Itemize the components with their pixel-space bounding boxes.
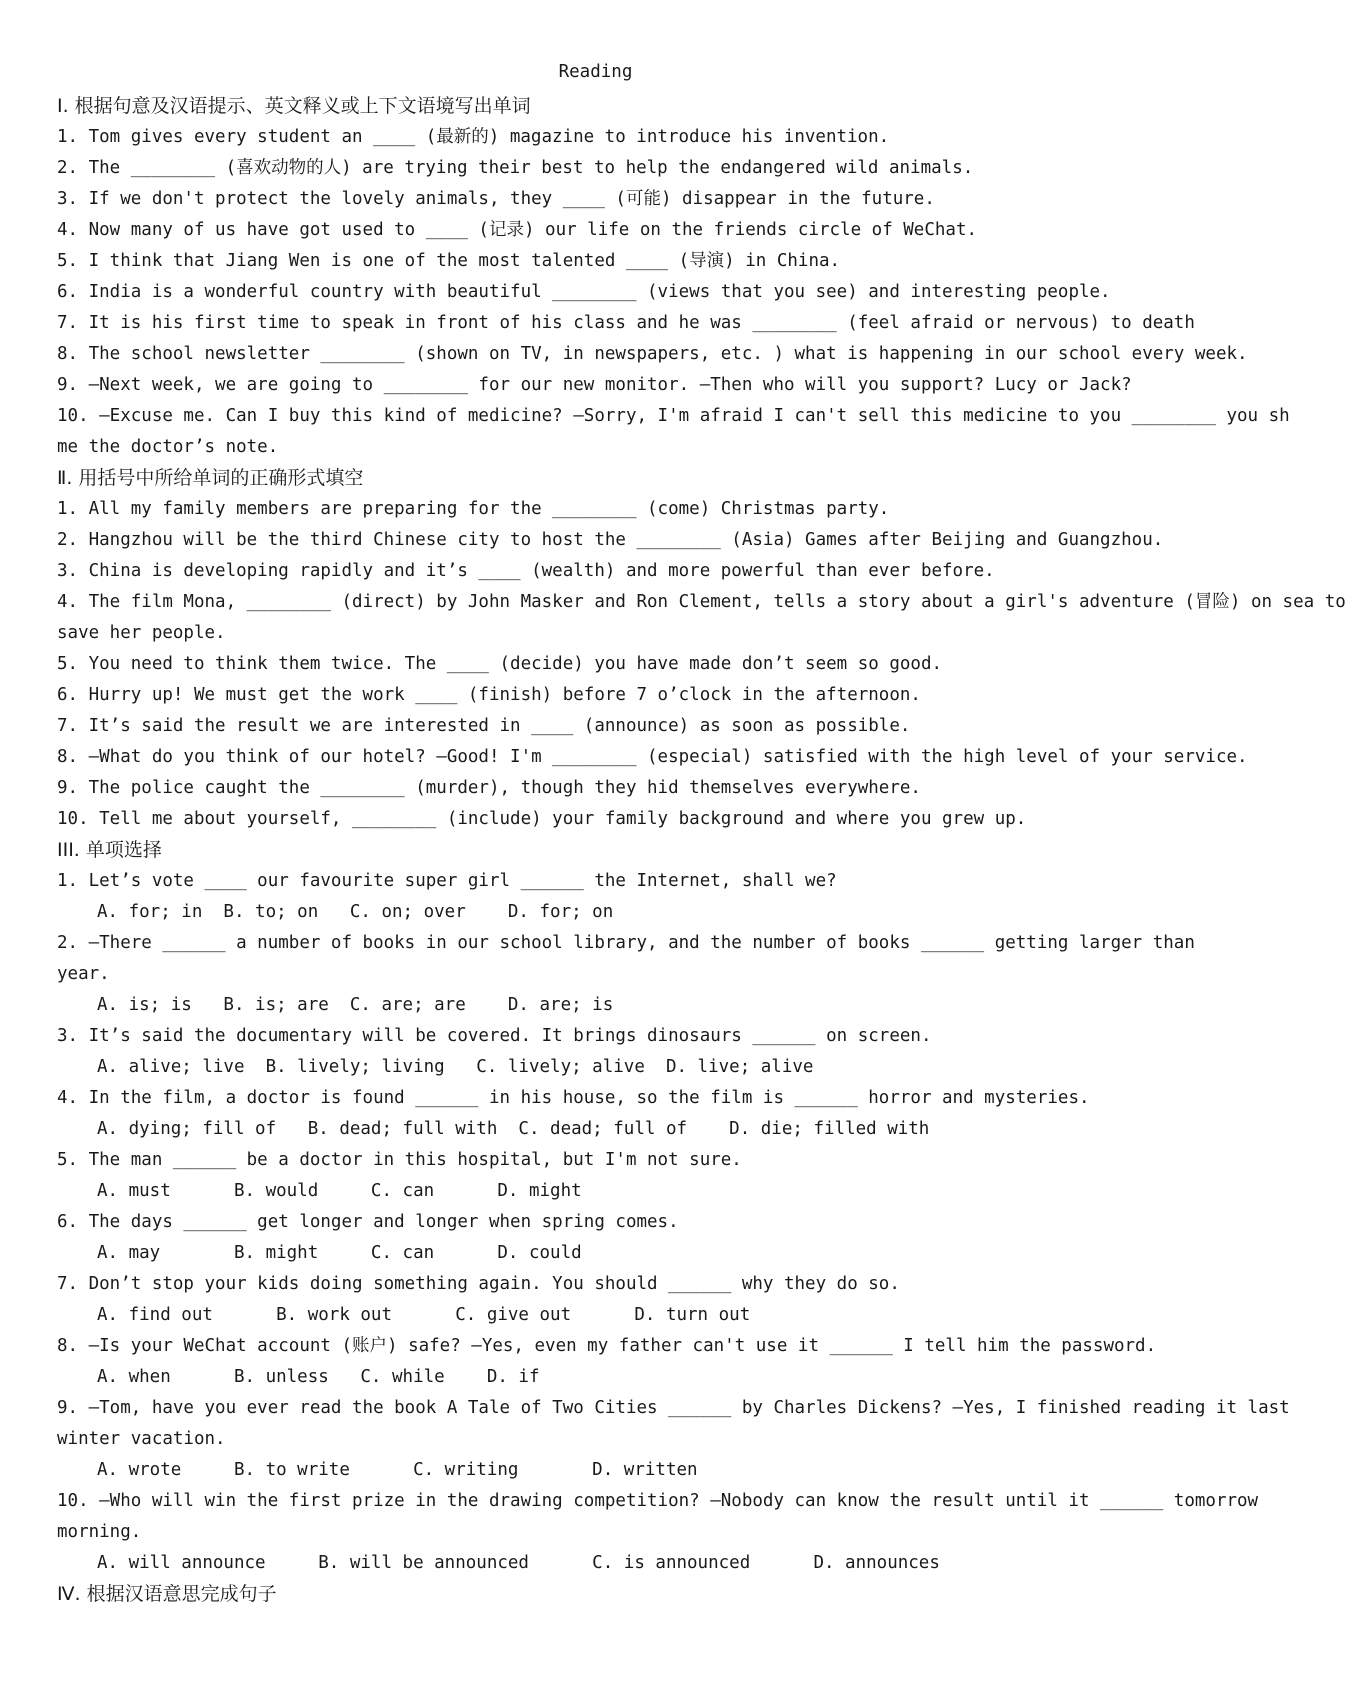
answer-options: A. will announce B. will be announced C. is announced D. announces — [97, 1553, 940, 1573]
worksheet-body — [57, 91, 1346, 1610]
question-line: 5. You need to think them twice. The ____ (decide) you have made don’t seem so good. — [57, 654, 943, 674]
section-heading: Ⅰ. 根据句意及汉语提示、英文释义或上下文语境写出单词 — [57, 95, 531, 117]
question-line: 9. —Next week, we are going to ________ for our new monitor. —Then who will you support? Lucy or Jack? — [57, 375, 1132, 395]
question-line: 1. Let’s vote ____ our favourite super girl ______ the Internet, shall we? — [57, 871, 837, 891]
question-line: 6. India is a wonderful country with beautiful ________ (views that you see) and interesting people. — [57, 282, 1111, 302]
question-line: 8. —What do you think of our hotel? —Good! I'm ________ (especial) satisfied with the high level of your service. — [57, 747, 1248, 767]
answer-options: A. alive; live B. lively; living C. lively; alive D. live; alive — [97, 1057, 814, 1077]
question-line: 4. In the film, a doctor is found ______ in his house, so the film is ______ horror and mysteries. — [57, 1088, 1090, 1108]
question-continuation: winter vacation. — [57, 1429, 226, 1449]
question-line: 10. Tell me about yourself, ________ (include) your family background and where you grew up. — [57, 809, 1027, 829]
question-line: 8. The school newsletter ________ (shown on TV, in newspapers, etc. ) what is happening in our school every week. — [57, 344, 1248, 364]
question-line: 7. Don’t stop your kids doing something again. You should ______ why they do so. — [57, 1274, 900, 1294]
question-line: 4. Now many of us have got used to ____ (记录) our life on the friends circle of WeChat. — [57, 220, 978, 240]
answer-options: A. when B. unless C. while D. if — [97, 1367, 540, 1387]
question-line: 6. Hurry up! We must get the work ____ (finish) before 7 o’clock in the afternoon. — [57, 685, 921, 705]
question-line: 8. —Is your WeChat account (账户) safe? —Yes, even my father can't use it ______ I tell him the password. — [57, 1336, 1157, 1356]
page-title: Reading — [558, 62, 633, 82]
question-line: 2. The ________ (喜欢动物的人) are trying their best to help the endangered wild animals. — [57, 158, 974, 178]
answer-options: A. dying; fill of B. dead; full with C. dead; full of D. die; filled with — [97, 1119, 930, 1139]
question-line: 6. The days ______ get longer and longer when spring comes. — [57, 1212, 679, 1232]
question-line: 4. The film Mona, ________ (direct) by John Masker and Ron Clement, tells a story about a girl's adventure (冒险) on sea to — [57, 592, 1346, 612]
question-line: 1. All my family members are preparing for the ________ (come) Christmas party. — [57, 499, 890, 519]
question-line: 3. It’s said the documentary will be covered. It brings dinosaurs ______ on screen. — [57, 1026, 932, 1046]
answer-options: A. find out B. work out C. give out D. turn out — [97, 1305, 751, 1325]
question-line: 3. China is developing rapidly and it’s ____ (wealth) and more powerful than ever before. — [57, 561, 995, 581]
question-continuation: morning. — [57, 1522, 142, 1542]
question-line: 7. It is his first time to speak in front of his class and he was ________ (feel afraid or nervous) to death — [57, 313, 1195, 333]
answer-options: A. wrote B. to write C. writing D. written — [97, 1460, 698, 1480]
question-line: 10. —Who will win the first prize in the drawing competition? —Nobody can know the result until it ______ tomorrow — [57, 1491, 1259, 1511]
question-continuation: me the doctor’s note. — [57, 437, 279, 457]
question-line: 2. Hangzhou will be the third Chinese city to host the ________ (Asia) Games after Beijing and Guangzhou. — [57, 530, 1164, 550]
question-line: 7. It’s said the result we are interested in ____ (announce) as soon as possible. — [57, 716, 911, 736]
question-line: 5. I think that Jiang Wen is one of the most talented ____ (导演) in China. — [57, 251, 841, 271]
question-line: 5. The man ______ be a doctor in this hospital, but I'm not sure. — [57, 1150, 742, 1170]
question-line: 10. —Excuse me. Can I buy this kind of medicine? —Sorry, I'm afraid I can't sell this medicine to you ________ you sh — [57, 406, 1290, 426]
section-heading: Ⅱ. 用括号中所给单词的正确形式填空 — [57, 467, 364, 489]
section-heading: Ⅳ. 根据汉语意思完成句子 — [57, 1583, 277, 1605]
question-line: 2. —There ______ a number of books in our school library, and the number of books ______ getting larger than — [57, 933, 1195, 953]
answer-options: A. must B. would C. can D. might — [97, 1181, 582, 1201]
question-line: 9. The police caught the ________ (murder), though they hid themselves everywhere. — [57, 778, 921, 798]
question-line: 9. —Tom, have you ever read the book A Tale of Two Cities ______ by Charles Dickens? —Yes, I finished reading it last — [57, 1398, 1290, 1418]
answer-options: A. is; is B. is; are C. are; are D. are; is — [97, 995, 614, 1015]
question-continuation: save her people. — [57, 623, 226, 643]
answer-options: A. may B. might C. can D. could — [97, 1243, 582, 1263]
question-line: 3. If we don't protect the lovely animals, they ____ (可能) disappear in the future. — [57, 189, 935, 209]
question-line: 1. Tom gives every student an ____ (最新的) magazine to introduce his invention. — [57, 127, 890, 147]
question-continuation: year. — [57, 964, 110, 984]
section-heading: III. 单项选择 — [57, 839, 162, 861]
answer-options: A. for; in B. to; on C. on; over D. for; on — [97, 902, 614, 922]
